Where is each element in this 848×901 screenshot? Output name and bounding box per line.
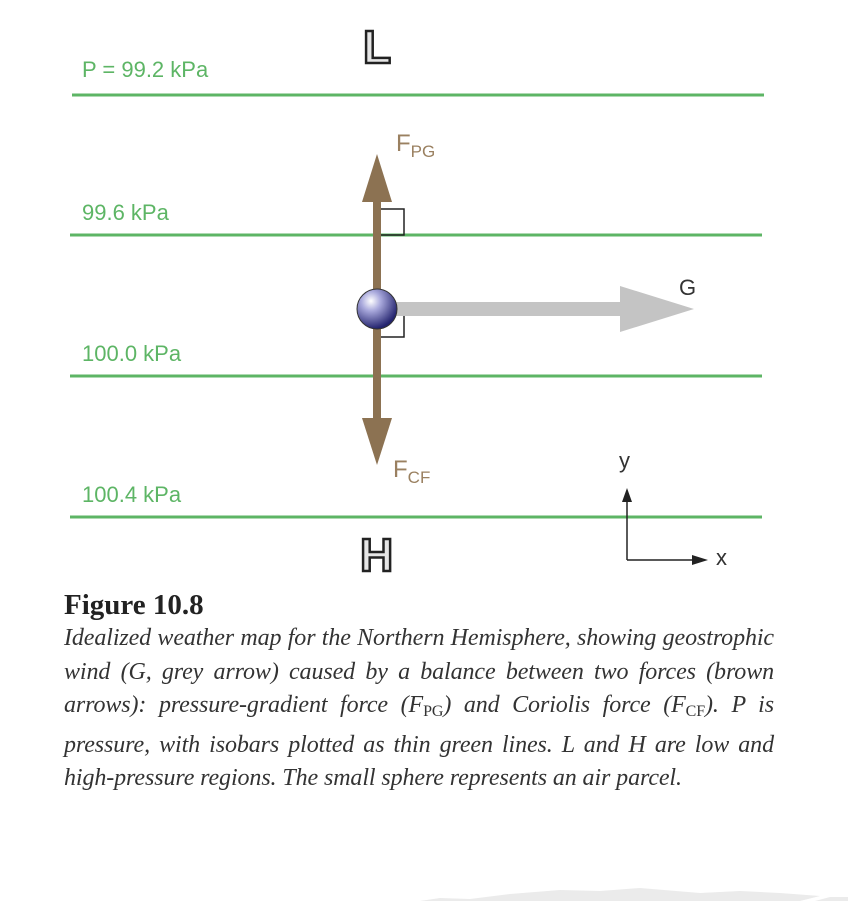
figure-title: Figure 10.8	[64, 589, 204, 621]
pressure-gradient-arrow	[362, 154, 392, 310]
x-axis-label: x	[716, 545, 727, 570]
coriolis-force-label: $F_{CF}$	[393, 456, 431, 487]
coordinate-axes	[622, 488, 708, 565]
pressure-gradient-force-label: $F_{PG}$	[396, 130, 436, 161]
coriolis-arrow	[362, 310, 392, 465]
isobar-label-100-0: 100.0 kPa	[82, 341, 182, 366]
isobar-label-100-4: 100.4 kPa	[82, 482, 182, 507]
low-pressure-label: L	[363, 21, 392, 73]
figure-caption	[64, 588, 774, 796]
isobar-label-99-6: 99.6 kPa	[82, 200, 169, 225]
air-parcel-sphere	[357, 289, 397, 329]
geostrophic-wind-arrow	[396, 286, 694, 332]
high-pressure-label: H	[360, 529, 394, 581]
figure-description: Idealized weather map for the Northern Hemisphere, showing geostrophic wind (G, grey arrow) caused by a balance between two forces (brown arrows): pressure-gradient force $(F_{PG})$ and Coriolis force $(F_{CF})$. P is pressure, with isobars plotted as thin green lines. L and H are low and high-pressure regions. The small sphere represents an air parcel.	[64, 625, 774, 791]
wind-label: G	[679, 275, 697, 300]
right-angle-marker-top	[378, 209, 404, 235]
page-edge-smudge	[0, 880, 848, 901]
y-axis-label: y	[619, 448, 630, 473]
isobar-label-99-2: P = 99.2 kPa	[82, 57, 209, 82]
